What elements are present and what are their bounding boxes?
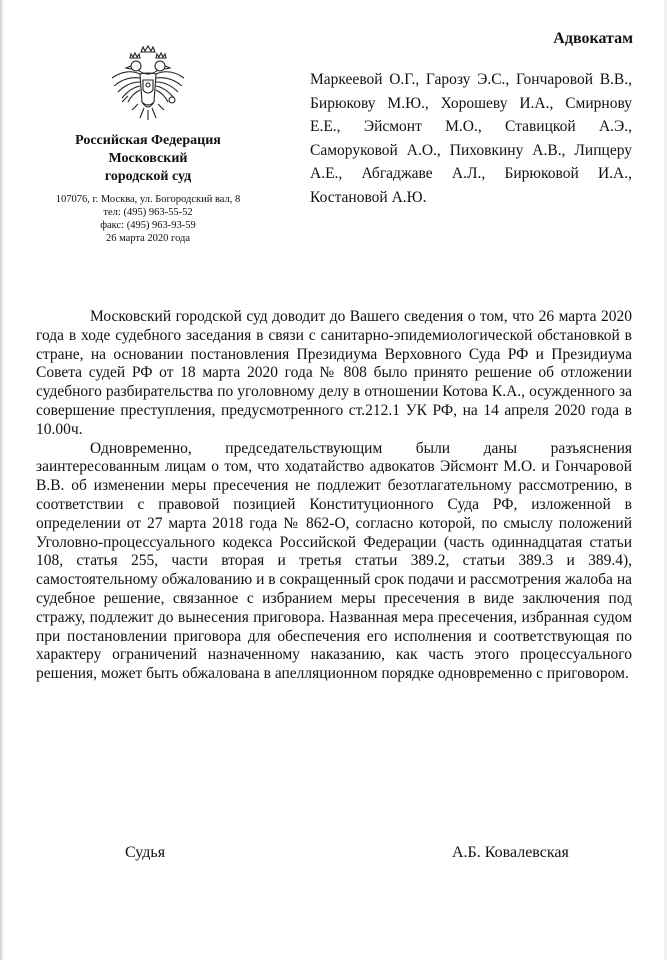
court-address: 107076, г. Москва, ул. Богородский вал, 8	[55, 194, 241, 205]
scan-edge-shadow	[0, 0, 4, 960]
signature-role: Судья	[125, 844, 166, 861]
addressee-title: Адвокатам	[553, 30, 633, 47]
addressee-list: Маркеевой О.Г., Гарозу Э.С., Гончаровой В.В., Бирюкову М.Ю., Хорошеву И.А., Смирнову Е.Е., Эйсмонт М.О., Ставицкой А.Э., Саморуковой А.О., Пиховкину А.В., Липцеру А.Е., Абгаджаве А.Л., Бирюковой И.А., Костановой А.Ю.	[310, 71, 632, 206]
court-name-block	[48, 132, 248, 186]
court-phone: тел: (495) 963-55-52	[103, 207, 193, 218]
signature-name: А.Б. Ковалевская	[452, 844, 569, 861]
court-country: Российская Федерация	[75, 133, 221, 148]
body-paragraph: Московский городской суд доводит до Вашего сведения о том, что 26 марта 2020 года в ходе судебного заседания в связи с санитарно-эпидемиологической обстановкой в стране, на основании постановления Президиума Верховного Суда РФ и Президиума Совета судей РФ от 18 марта 2020 года № 808 было принято решение об отложении судебного разбирательства по уголовному делу в отношении Котова К.А., осужденного за совершение преступления, предусмотренного ст.212.1 УК РФ, на 14 апреля 2020 года в 10.00ч.	[36, 308, 632, 438]
court-fax: факс: (495) 963-93-59	[100, 220, 196, 231]
court-city: Московский	[108, 151, 188, 166]
letter-body	[36, 308, 632, 684]
court-type: городской суд	[104, 169, 192, 184]
body-paragraph: Одновременно, председательствующим были даны разъяснения заинтересованным лицам о том, что ходатайство адвокатов Эйсмонт М.О. и Гончаровой В.В. об изменении меры пресечения не подлежит безотлагательному рассмотрению, в соответствии с правовой позицией Конституционного Суда РФ, изложенной в определении от 27 марта 2018 года № 862-О, согласно которой, по смыслу положений Уголовно-процессуального кодекса Российской Федерации (часть одиннадцатая статьи 108, статья 255, части вторая и третья статьи 389.2, статьи 389.3 и 389.4), самостоятельному обжалованию и в сокращенный срок подачи и рассмотрения жалоба на судебное решение, связанное с избранием меры пресечения в виде заключения под стражу, подлежит до вынесения приговора. Названная мера пресечения, избранная судом при постановлении приговора для обеспечения его исполнения и соответствующая по характеру ограничений назначенному наказанию, как часть этого процессуального решения, может быть обжалована в апелляционном порядке одновременно с приговором.	[36, 439, 632, 683]
letter-date: 26 марта 2020 года	[105, 233, 191, 244]
russian-coat-of-arms-icon	[108, 44, 188, 128]
court-contacts	[40, 193, 256, 245]
